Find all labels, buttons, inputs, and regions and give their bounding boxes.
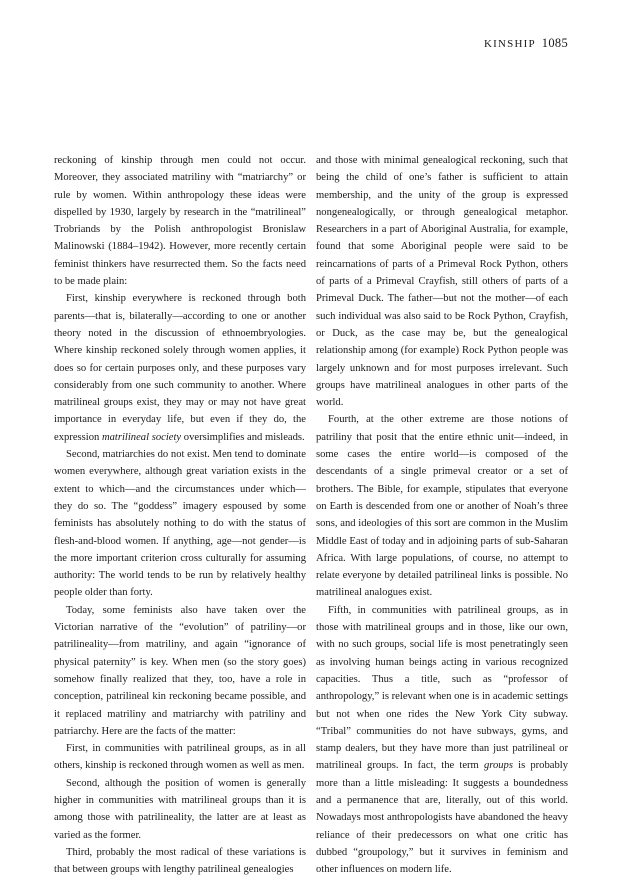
paragraph: Second, matriarchies do not exist. Men tend to dominate women everywhere, although great variation exists in the extent to which—and the circumstances under which—they do so. The “goddess” imagery espoused by some feminists has absolutely nothing to do with the status of flesh-and-blood women. If anything, age—not gender—is the more important criterion cross culturally for assuming authority: The world tends to be run by relatively healthy people older than forty.	[54, 449, 306, 599]
running-head	[484, 36, 568, 51]
page-number: 1085	[541, 36, 568, 50]
paragraph: and those with minimal genealogical reckoning, such that being the child of one’s father is sufficient to attain membership, and the unity of the group is expressed nongenealogically, or through genealogical metaphor. Researchers in a part of Aboriginal Australia, for example, found that some Aboriginal people were said to be reincarnations of parts of a Primeval Rock Python, others of parts of a Primeval Crayfish, still others of parts of a Primeval Duck. The father—but not the mother—of each such individual was also said to be Rock Python, Crayfish, or Duck, as the case may be, but the genealogical relationship among (for example) Rock Python people was largely unknown and for most purposes irrelevant. Such groups have matrilineal analogues in other parts of the world.	[316, 155, 568, 409]
paragraph-text: Fifth, in communities with patrilineal groups, as in those with matrilineal groups and in those, like our own, with no such groups, social life is most penetratingly seen as involving human beings acting in various recognized capacities. Thus a title, such as “professor of anthropology,” is relevant when one is in academic settings but not when one rides the New York City subway. “Tribal” communities do not have subways, gyms, and stamp dealers, but they have more than just patrilineal or matrilineal groups. In fact, the term	[316, 604, 568, 772]
paragraph: Fourth, at the other extreme are those notions of patriliny that posit that the entire ethnic unit—indeed, in some cases the entire world—is composed of the descendants of a single primeval creator or a set of brothers. The Bible, for example, stipulates that everyone on Earth is descended from one or another of Noah’s three sons, and ideologies of this sort are common in the Muslim Middle East of today and in adjoining parts of sub-Saharan Africa. With large populations, of course, no attempt to relate everyone by detailed patrilineal links is possible. No matrilineal analogues exist.	[316, 414, 568, 599]
paragraph	[316, 602, 568, 878]
emphasis-text: matrilineal society	[101, 431, 182, 443]
left-column	[54, 152, 306, 878]
paragraph: Today, some feminists also have taken over the Victorian narrative of the “evolution” of patriliny—or patrilineality—from matriliny, and again “ignorance of physical paternity” is key. When men (so the story goes) somehow finally realized that they, too, have a role in conception, patrilineal kin reckoning became possible, and it replaced matriliny and matriarchy with patriliny and patriarchy. Here are the facts of the matter:	[54, 604, 306, 737]
running-head-title: KINSHIP	[484, 38, 536, 50]
paragraph: Third, probably the most radical of these variations is that between groups with lengthy patrilineal genealogies	[54, 846, 306, 876]
right-column	[316, 152, 568, 878]
paragraph: reckoning of kinship through men could not occur. Moreover, they associated matriliny with “matriarchy” or rule by women. Within anthropology these ideas were dispelled by 1930, largely by research in the “matrilineal” Trobriands by the Polish anthropologist Bronislaw Malinowski (1884–1942). However, more recently certain feminist thinkers have resurrected them. So the facts need to be made plain:	[54, 155, 306, 288]
paragraph-text: First, kinship everywhere is reckoned through both parents—that is, bilaterally—according to one or another theory noted in the discussion of ethnoembryologies. Where kinship reckoned solely through women applies, it does so for certain purposes only, and these purposes vary considerably from one such community to another. Where matrilineal groups exist, they may or may not have great importance in everyday life, but even if they do, the expression	[54, 293, 306, 443]
paragraph: First, in communities with patrilineal groups, as in all others, kinship is reckoned through women as well as men.	[54, 743, 306, 772]
paragraph-text: is probably more than a little misleading: It suggests a boundedness and a permanence that are, literally, out of this world. Nowadays most anthropologists have abandoned the heavy reliance of their predecessors on what one critic has dubbed “groupology,” but it survives in feminism and other influences on modern life.	[316, 760, 568, 876]
emphasis-text: groups	[483, 760, 513, 772]
paragraph: Second, although the position of women is generally higher in communities with matrilineal groups than it is among those with patrilineality, the latter are at least as varied as the former.	[54, 777, 306, 841]
paragraph-text: oversimplifies and misleads.	[181, 431, 305, 443]
paragraph	[54, 290, 306, 446]
